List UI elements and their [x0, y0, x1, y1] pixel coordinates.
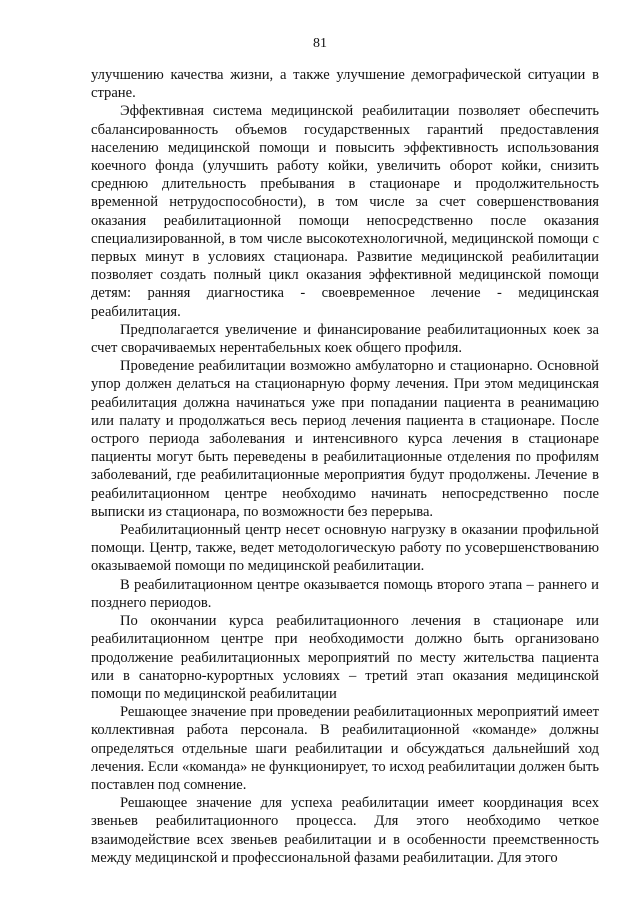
paragraph-team-work: Решающее значение при проведении реабилитационных мероприятий имеет коллективная работа персонала. В реабилитационной «команде» должны определяться отдельные шаги реабилитации и обсуждаться дальнейший ход лечения. Если «команда» не функционирует, то исход реабилитации должен быть поставлен под сомнение.	[91, 704, 599, 793]
page-number: 81	[313, 36, 327, 51]
paragraph-rehab-center: Реабилитационный центр несет основную нагрузку в оказании профильной помощи. Центр, также, ведет методологическую работу по усовершенствованию оказываемой помощи по медицинской реабилитации.	[91, 522, 599, 575]
document-body	[91, 66, 599, 867]
paragraph-second-stage: В реабилитационном центре оказывается помощь второго этапа – раннего и позднего периодов.	[91, 576, 599, 611]
paragraph-bed-financing: Предполагается увеличение и финансирование реабилитационных коек за счет сворачиваемых нерентабельных коек общего профиля.	[91, 321, 599, 357]
paragraph-third-stage: По окончании курса реабилитационного лечения в стационаре или реабилитационном центре при необходимости должно быть организовано продолжение реабилитационных мероприятий по месту жительства пациента или в санаторно-курортных условиях – третий этап оказания медицинской помощи по медицинской реабилитации	[91, 613, 599, 702]
paragraph-rehab-forms: Проведение реабилитации возможно амбулаторно и стационарно. Основной упор должен делаться на стационарную форму лечения. При этом медицинская реабилитация должна начинаться уже при попадании пациента в реанимацию или палату и продолжаться весь период лечения пациента в стационаре. После острого периода заболевания и интенсивного курса лечения в стационаре пациенты могут быть переведены в реабилитационные отделения по профилям заболеваний, где реабилитационные мероприятия будут продолжены. Лечение в реабилитационном центре необходимо начинать непосредственно после выписки из стационара, по возможности без перерыва.	[91, 358, 599, 520]
paragraph-rehab-system: Эффективная система медицинской реабилитации позволяет обеспечить сбалансированность объемов государственных гарантий предоставления населению медицинской помощи и повысить эффективность использования коечного фонда (улучшить работу койки, увеличить оборот койки, снизить среднюю длительность пребывания в стационаре и продолжительность временной нетрудоспособности), в том числе за счет совершенствования оказания реабилитационной помощи непосредственно после оказания специализированной, в том числе высокотехнологичной, медицинской помощи с первых минут в условиях стационара. Развитие медицинской реабилитации позволяет создать полный цикл оказания эффективной медицинской помощи детям: ранняя диагностика - своевременное лечение - медицинская реабилитация.	[91, 103, 599, 320]
paragraph-coordination: Решающее значение для успеха реабилитации имеет координация всех звеньев реабилитационного процесса. Для этого необходимо четкое взаимодействие всех звеньев реабилитации и в особенности преемственность между медицинской и профессиональной фазами реабилитации. Для этого	[91, 795, 599, 866]
paragraph-continuation: улучшению качества жизни, а также улучшение демографической ситуации в стране.	[91, 67, 599, 102]
